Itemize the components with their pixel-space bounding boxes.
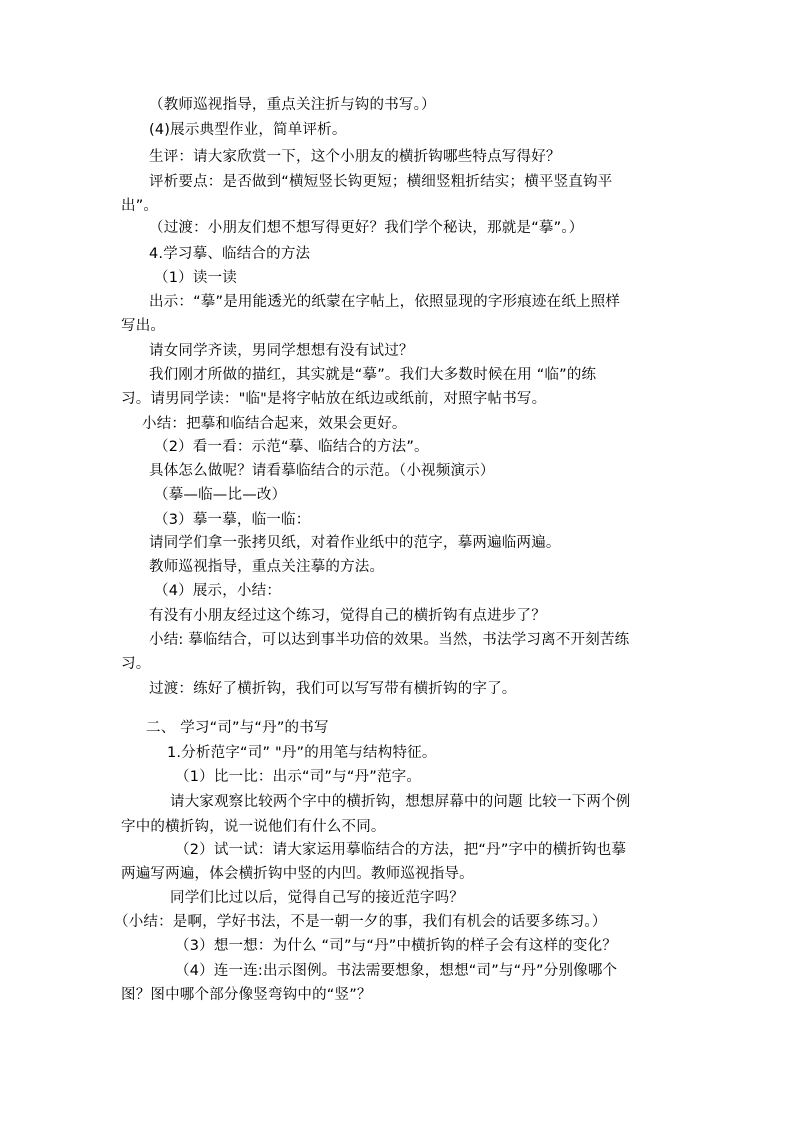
- text-line: 习。请男同学读："临"是将字帖放在纸边或纸前，对照字帖书写。: [121, 391, 547, 407]
- section-heading: 二、 学习“司”与“丹”的书写: [146, 720, 329, 736]
- text-line: 我们刚才所做的描红，其实就是“摹”。我们大多数时候在用 “临”的练: [149, 367, 597, 383]
- text-line: 习。: [121, 656, 151, 672]
- text-line: 出示：“摹”是用能透光的纸蒙在字帖上，依照显现的字形痕迹在纸上照样: [149, 294, 621, 310]
- text-line: （2）试一试：请大家运用摹临结合的方法，把“丹”字中的横折钩也摹: [175, 842, 627, 858]
- text-line: 1.分析范字“司” "丹”的用笔与结构特征。: [167, 745, 437, 761]
- text-line: 写出。: [121, 318, 166, 334]
- text-line: （3）摹一摹，临一临：: [154, 512, 311, 528]
- text-line: （摹—临—比—改）: [154, 487, 287, 503]
- text-line: 小结: 摹临结合，可以达到事半功倍的效果。当然，书法学习离不开刻苦练: [149, 632, 630, 648]
- text-line: 两遍写两遍，体会横折钩中竖的内凹。教师巡视指导。: [121, 866, 474, 882]
- text-line: 具体怎么做呢？请看摹临结合的示范。（小视频演示）: [149, 463, 495, 479]
- text-line: （教师巡视指导，重点关注折与钩的书写。）: [149, 97, 436, 113]
- text-line: （2）看一看：示范“摹、临结合的方法”。: [154, 439, 429, 455]
- text-line: 字中的横折钩，说一说他们有什么不同。: [121, 819, 386, 835]
- text-line: （1）读一读: [154, 270, 237, 286]
- text-line: （4）连一连:出示图例。书法需要想象，想想“司”与“丹”分别像哪个: [175, 963, 618, 979]
- text-line: 评析要点：是否做到“横短竖长钩更短；横细竖粗折结实；横平竖直钩平: [149, 174, 613, 190]
- text-line: (4)展示典型作业，简单评析。: [149, 122, 347, 138]
- text-line: 有没有小朋友经过这个练习，觉得自己的横折钩有点进步了？: [149, 608, 546, 624]
- text-line: 请女同学齐读，男同学想想有没有试过？: [149, 343, 414, 359]
- text-line: 小结：把摹和临结合起来，效果会更好。: [142, 416, 407, 432]
- text-line: 4.学习摹、临结合的方法: [149, 246, 311, 262]
- text-line: 图？图中哪个部分像竖弯钩中的“竖”？: [121, 987, 372, 1003]
- text-line: 生评：请大家欣赏一下，这个小朋友的横折钩哪些特点写得好？: [149, 149, 561, 165]
- text-line: 同学们比过以后，觉得自己写的接近范字吗？: [170, 890, 464, 906]
- text-line: 过渡：练好了横折钩，我们可以写写带有横折钩的字了。: [149, 681, 517, 697]
- text-line: （过渡：小朋友们想不想写得更好？我们学个秘诀，那就是“摹”。）: [149, 220, 584, 236]
- text-line: （4）展示，小结：: [154, 583, 282, 599]
- text-line: （3）想一想：为什么 “司”与“丹”中横折钩的样子会有这样的变化？: [175, 938, 617, 954]
- text-line: 出”。: [121, 198, 159, 214]
- text-line: 请同学们拿一张拷贝纸，对着作业纸中的范字，摹两遍临两遍。: [149, 535, 561, 551]
- text-line: 请大家观察比较两个字中的横折钩，想想屏幕中的问题 比较一下两个例: [170, 794, 631, 810]
- text-line: （小结：是啊，学好书法，不是一朝一夕的事，我们有机会的话要多练习。）: [114, 914, 607, 930]
- text-line: （1）比一比：出示“司”与“丹”范字。: [175, 769, 422, 785]
- text-line: 教师巡视指导，重点关注摹的方法。: [149, 559, 385, 575]
